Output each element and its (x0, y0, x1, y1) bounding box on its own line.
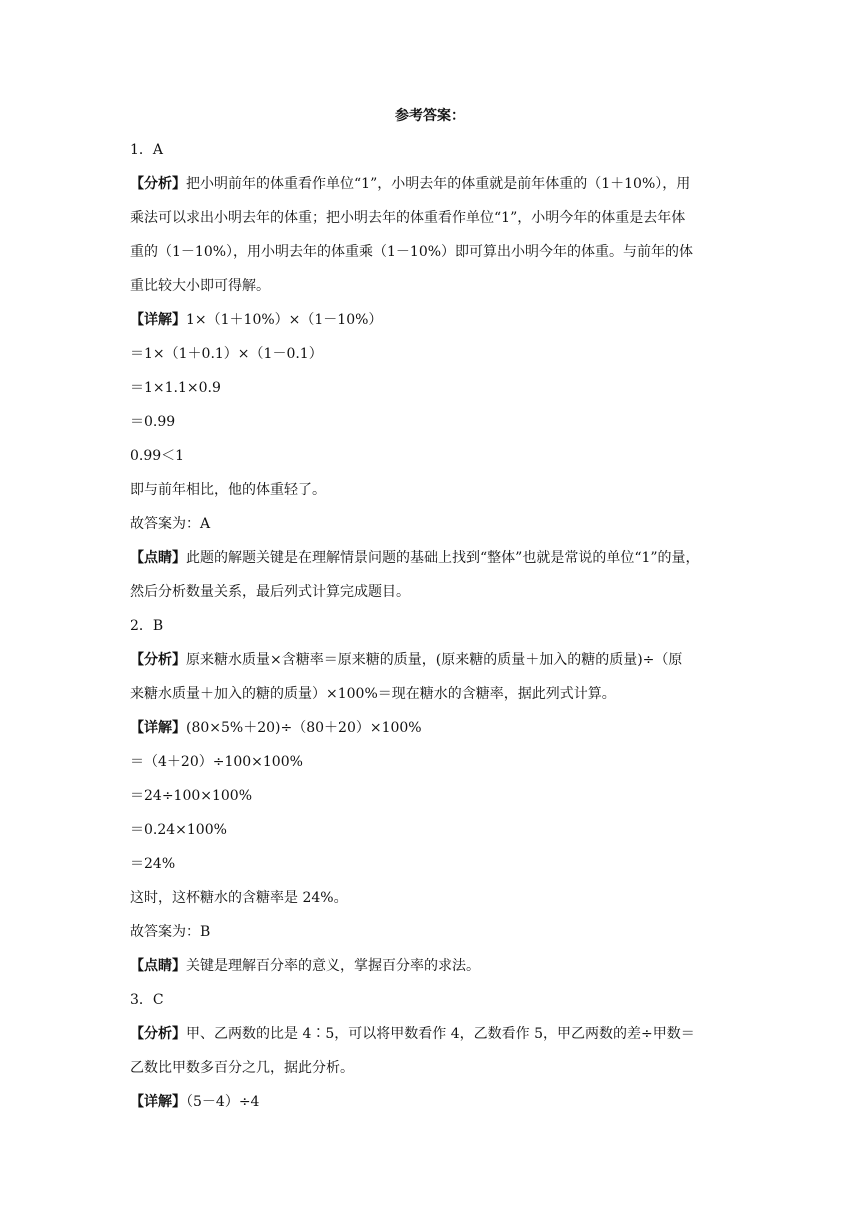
q2-detail-line-5: ＝24% (130, 856, 176, 872)
q1-detail-tag: 【详解】 (130, 312, 186, 328)
q2-answer: 故答案为：B (130, 924, 211, 940)
q3-detail-line-1: 【详解】（5－4）÷4 (130, 1094, 260, 1110)
q2-detail-line-2: ＝（4＋20）÷100×100% (130, 754, 303, 770)
q2-comment-line-1: 【点睛】关键是理解百分率的意义，掌握百分率的求法。 (130, 958, 480, 974)
q1-detail-line-5: 0.99＜1 (130, 448, 185, 464)
q1-detail-line-2: ＝1×（1＋0.1）×（1－0.1） (130, 346, 323, 362)
q1-analysis-line-2: 乘法可以求出小明去年的体重；把小明去年的体重看作单位“1”，小明今年的体重是去年体 (130, 210, 686, 226)
q2-comment-tag: 【点睛】 (130, 958, 186, 974)
q1-comment-line-1: 【点睛】此题的解题关键是在理解情景问题的基础上找到“整体”也就是常说的单位“1”的量， (130, 550, 700, 566)
answer-content (130, 133, 730, 1119)
q2-analysis-line-1: 【分析】原来糖水质量×含糖率＝原来糖的质量，(原来糖的质量＋加入的糖的质量)÷（原 (130, 652, 683, 668)
q1-analysis-tag: 【分析】 (130, 176, 186, 192)
q1-detail-line-6: 即与前年相比，他的体重轻了。 (130, 482, 326, 498)
q1-number: 1．A (130, 142, 164, 158)
q1-analysis-line-1: 【分析】把小明前年的体重看作单位“1”，小明去年的体重就是前年体重的（1＋10%），用 (130, 176, 691, 192)
q2-detail-tag: 【详解】 (130, 720, 186, 736)
q1-comment-line-2: 然后分析数量关系，最后列式计算完成题目。 (130, 584, 410, 600)
q2-detail-line-3: ＝24÷100×100% (130, 788, 253, 804)
q3-analysis-tag: 【分析】 (130, 1026, 186, 1042)
q1-detail-line-1: 【详解】1×（1＋10%）×（1－10%） (130, 312, 383, 328)
q1-detail-line-4: ＝0.99 (130, 414, 176, 430)
q3-analysis-line-2: 乙数比甲数多百分之几，据此分析。 (130, 1060, 354, 1076)
q2-analysis-tag: 【分析】 (130, 652, 186, 668)
q2-detail-line-6: 这时，这杯糖水的含糖率是 24%。 (130, 890, 348, 906)
q2-detail-line-4: ＝0.24×100% (130, 822, 227, 838)
q1-analysis-line-3: 重的（1－10%），用小明去年的体重乘（1－10%）即可算出小明今年的体重。与前年的体 (130, 244, 694, 260)
q1-detail-line-3: ＝1×1.1×0.9 (130, 380, 221, 396)
q1-comment-tag: 【点睛】 (130, 550, 186, 566)
q3-detail-tag: 【详解】 (130, 1094, 186, 1110)
q2-number: 2．B (130, 618, 164, 634)
q3-number: 3．C (130, 992, 164, 1008)
q1-answer: 故答案为：A (130, 516, 211, 532)
page-title: 参考答案： (395, 108, 465, 124)
q1-analysis-line-4: 重比较大小即可得解。 (130, 278, 270, 294)
q2-detail-line-1: 【详解】(80×5%＋20)÷（80＋20）×100% (130, 720, 422, 736)
q2-analysis-line-2: 来糖水质量＋加入的糖的质量）×100%＝现在糖水的含糖率，据此列式计算。 (130, 686, 616, 702)
q3-analysis-line-1: 【分析】甲、乙两数的比是 4∶5，可以将甲数看作 4，乙数看作 5，甲乙两数的差÷甲数＝ (130, 1026, 695, 1042)
